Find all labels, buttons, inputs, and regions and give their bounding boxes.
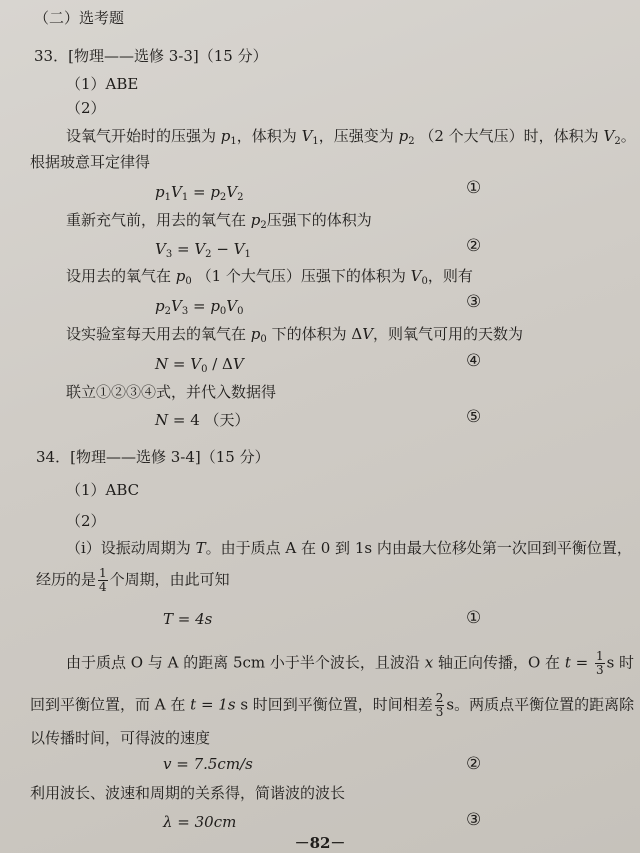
q33-mark-4: ④	[466, 351, 482, 371]
q33-mark-2: ②	[466, 236, 482, 256]
q33-part2: （2）	[66, 99, 106, 117]
q33-eq2: $V_3 = V_2 - V_1$	[155, 240, 251, 260]
q33-mark-3: ③	[466, 292, 482, 312]
q34-line1: （i）设振动周期为 T。由于质点 A 在 0 到 1s 内由最大位移处第一次回到平衡位置，	[66, 539, 632, 557]
q33-eq1: $p_1V_1 = p_2V_2$	[155, 183, 244, 203]
q33-line10: 联立①②③④式，并代入数据得	[66, 383, 277, 401]
q33-line8: 设实验室每天用去的氧气在 $p_0$ 下的体积为 ΔV，则氧气可用的天数为	[66, 325, 524, 345]
q34-mark-3: ③	[466, 810, 482, 830]
q33-mark-5: ⑤	[466, 407, 482, 427]
q34-heading: 34．[物理——选修 3-4]（15 分）	[36, 448, 270, 466]
q33-mark-1: ①	[466, 178, 482, 198]
q34-line8: 利用波长、波速和周期的关系得，简谐波的波长	[30, 784, 346, 802]
q34-line5: 回到平衡位置，而 A 在 t = 1s s 时回到平衡位置，时间相差 $\frac{2}{3}$ s。两质点平衡位置的距离除	[30, 691, 635, 719]
q34-part2: （2）	[66, 512, 106, 530]
q34-line6: 以传播时间，可得波的速度	[30, 729, 211, 747]
q33-line4: 重新充气前，用去的氧气在 $p_2$压强下的体积为	[66, 211, 372, 231]
q33-line1: 设氧气开始时的压强为 $p_1$，体积为 $V_1$，压强变为 $p_2$ （2 个大气压）时，体积为 $V_2$。	[66, 127, 636, 147]
section-title: （二）选考题	[34, 9, 125, 27]
q33-eq4: $N = V_0 / \Delta V$	[155, 355, 244, 375]
q33-heading: 33．[物理——选修 3-3]（15 分）	[34, 47, 268, 65]
page-number: －82－	[294, 834, 346, 852]
q33-part1: （1）ABE	[66, 75, 139, 93]
q34-line4: 由于质点 O 与 A 的距离 5cm 小于半个波长，且波沿 x 轴正向传播，O 在 t = $\frac{1}{3}$ s 时	[66, 649, 635, 677]
q34-part1: （1）ABC	[66, 481, 140, 499]
q33-eq5: N = 4 （天）	[155, 411, 250, 429]
q33-line2: 根据玻意耳定律得	[30, 153, 151, 171]
q33-line6: 设用去的氧气在 $p_0$ （1 个大气压）压强下的体积为 $V_0$，则有	[66, 267, 473, 287]
q34-eq-wavelength: λ = 30cm	[163, 813, 237, 831]
q34-line2: 经历的是 $\frac{1}{4}$ 个周期，由此可知	[36, 566, 230, 594]
q34-mark-2: ②	[466, 754, 482, 774]
q34-mark-1: ①	[466, 608, 482, 628]
q34-eq-period: T = 4s	[163, 610, 213, 628]
q33-eq3: $p_2V_3 = p_0V_0$	[155, 297, 244, 317]
q34-eq-speed: v = 7.5cm/s	[163, 755, 253, 773]
